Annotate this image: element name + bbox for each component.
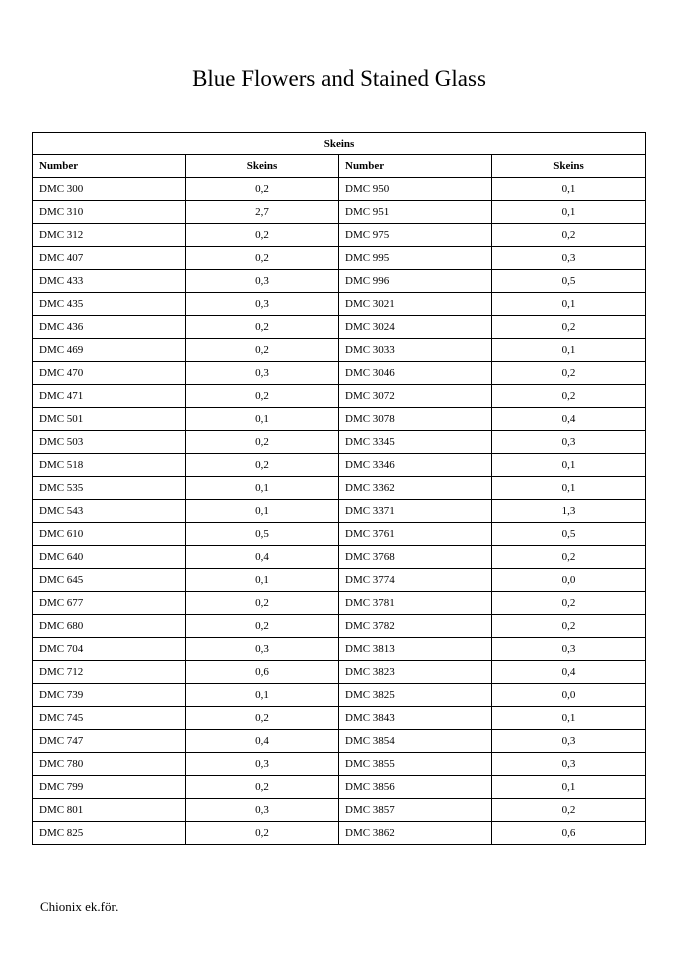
skein-amount-cell: 1,3 bbox=[492, 500, 646, 523]
skein-amount-cell: 0,2 bbox=[492, 592, 646, 615]
skein-amount-cell: 0,2 bbox=[186, 385, 339, 408]
skein-amount-cell: 0,2 bbox=[186, 247, 339, 270]
skein-amount-cell: 0,2 bbox=[186, 316, 339, 339]
thread-number-cell: DMC 799 bbox=[33, 776, 186, 799]
table-row bbox=[33, 385, 646, 408]
skein-amount-cell: 0,2 bbox=[492, 385, 646, 408]
thread-number-cell: DMC 3843 bbox=[339, 707, 492, 730]
thread-number-cell: DMC 300 bbox=[33, 178, 186, 201]
table-row bbox=[33, 799, 646, 822]
skein-amount-cell: 0,2 bbox=[492, 224, 646, 247]
thread-number-cell: DMC 995 bbox=[339, 247, 492, 270]
skein-amount-cell: 0,4 bbox=[186, 730, 339, 753]
skein-amount-cell: 0,4 bbox=[492, 408, 646, 431]
skein-amount-cell: 0,0 bbox=[492, 569, 646, 592]
thread-number-cell: DMC 610 bbox=[33, 523, 186, 546]
table-row bbox=[33, 638, 646, 661]
skein-amount-cell: 0,3 bbox=[186, 362, 339, 385]
thread-number-cell: DMC 704 bbox=[33, 638, 186, 661]
table-header-row bbox=[33, 155, 646, 178]
table-row bbox=[33, 707, 646, 730]
table-row bbox=[33, 247, 646, 270]
thread-number-cell: DMC 503 bbox=[33, 431, 186, 454]
thread-number-cell: DMC 407 bbox=[33, 247, 186, 270]
table-row bbox=[33, 730, 646, 753]
skein-amount-cell: 0,3 bbox=[186, 753, 339, 776]
skein-amount-cell: 0,2 bbox=[186, 822, 339, 845]
thread-number-cell: DMC 469 bbox=[33, 339, 186, 362]
thread-number-cell: DMC 3021 bbox=[339, 293, 492, 316]
skein-amount-cell: 0,3 bbox=[492, 247, 646, 270]
skein-amount-cell: 0,5 bbox=[186, 523, 339, 546]
thread-number-cell: DMC 433 bbox=[33, 270, 186, 293]
skein-amount-cell: 0,1 bbox=[492, 339, 646, 362]
table-row bbox=[33, 477, 646, 500]
thread-number-cell: DMC 3072 bbox=[339, 385, 492, 408]
table-row bbox=[33, 569, 646, 592]
thread-number-cell: DMC 3046 bbox=[339, 362, 492, 385]
thread-number-cell: DMC 712 bbox=[33, 661, 186, 684]
publisher-footer: Chionix ek.för. bbox=[40, 899, 119, 914]
skein-amount-cell: 0,1 bbox=[492, 477, 646, 500]
column-header-skeins: Skeins bbox=[492, 155, 646, 178]
table-row bbox=[33, 454, 646, 477]
column-header-number: Number bbox=[339, 155, 492, 178]
thread-number-cell: DMC 3033 bbox=[339, 339, 492, 362]
thread-number-cell: DMC 825 bbox=[33, 822, 186, 845]
skein-amount-cell: 0,2 bbox=[492, 546, 646, 569]
skein-amount-cell: 0,3 bbox=[492, 730, 646, 753]
skein-amount-cell: 0,2 bbox=[186, 454, 339, 477]
skein-amount-cell: 0,2 bbox=[186, 592, 339, 615]
thread-number-cell: DMC 996 bbox=[339, 270, 492, 293]
skein-amount-cell: 0,2 bbox=[492, 799, 646, 822]
thread-number-cell: DMC 3371 bbox=[339, 500, 492, 523]
skein-amount-cell: 0,1 bbox=[186, 500, 339, 523]
skein-amount-cell: 0,1 bbox=[492, 293, 646, 316]
column-header-skeins: Skeins bbox=[186, 155, 339, 178]
thread-number-cell: DMC 640 bbox=[33, 546, 186, 569]
skein-amount-cell: 0,2 bbox=[186, 178, 339, 201]
table-row bbox=[33, 178, 646, 201]
thread-number-cell: DMC 3856 bbox=[339, 776, 492, 799]
thread-number-cell: DMC 543 bbox=[33, 500, 186, 523]
table-caption-row bbox=[33, 133, 646, 155]
skein-amount-cell: 0,1 bbox=[186, 477, 339, 500]
thread-number-cell: DMC 950 bbox=[339, 178, 492, 201]
thread-number-cell: DMC 3854 bbox=[339, 730, 492, 753]
skein-amount-cell: 0,0 bbox=[492, 684, 646, 707]
thread-number-cell: DMC 3825 bbox=[339, 684, 492, 707]
skein-amount-cell: 0,2 bbox=[186, 224, 339, 247]
skein-amount-cell: 0,2 bbox=[492, 615, 646, 638]
thread-number-cell: DMC 310 bbox=[33, 201, 186, 224]
table-row bbox=[33, 753, 646, 776]
table-row bbox=[33, 201, 646, 224]
thread-number-cell: DMC 518 bbox=[33, 454, 186, 477]
thread-number-cell: DMC 471 bbox=[33, 385, 186, 408]
skein-amount-cell: 0,3 bbox=[186, 799, 339, 822]
table-row bbox=[33, 500, 646, 523]
thread-number-cell: DMC 3024 bbox=[339, 316, 492, 339]
thread-number-cell: DMC 3774 bbox=[339, 569, 492, 592]
thread-number-cell: DMC 747 bbox=[33, 730, 186, 753]
skeins-table bbox=[32, 132, 646, 845]
skein-amount-cell: 0,2 bbox=[186, 707, 339, 730]
table-row bbox=[33, 408, 646, 431]
thread-number-cell: DMC 3855 bbox=[339, 753, 492, 776]
thread-number-cell: DMC 501 bbox=[33, 408, 186, 431]
skein-amount-cell: 0,2 bbox=[186, 615, 339, 638]
skein-amount-cell: 0,2 bbox=[492, 316, 646, 339]
skein-amount-cell: 0,1 bbox=[492, 776, 646, 799]
table-row bbox=[33, 776, 646, 799]
thread-number-cell: DMC 677 bbox=[33, 592, 186, 615]
skein-amount-cell: 0,3 bbox=[186, 293, 339, 316]
thread-number-cell: DMC 3857 bbox=[339, 799, 492, 822]
skein-amount-cell: 0,1 bbox=[492, 707, 646, 730]
thread-number-cell: DMC 801 bbox=[33, 799, 186, 822]
table-row bbox=[33, 316, 646, 339]
skein-amount-cell: 0,2 bbox=[186, 339, 339, 362]
skein-amount-cell: 0,1 bbox=[492, 454, 646, 477]
page-title: Blue Flowers and Stained Glass bbox=[192, 66, 486, 91]
thread-number-cell: DMC 975 bbox=[339, 224, 492, 247]
skein-amount-cell: 0,1 bbox=[186, 684, 339, 707]
thread-number-cell: DMC 951 bbox=[339, 201, 492, 224]
thread-number-cell: DMC 3782 bbox=[339, 615, 492, 638]
thread-number-cell: DMC 3862 bbox=[339, 822, 492, 845]
table-row bbox=[33, 224, 646, 247]
table-row bbox=[33, 523, 646, 546]
thread-number-cell: DMC 645 bbox=[33, 569, 186, 592]
skein-amount-cell: 0,4 bbox=[186, 546, 339, 569]
thread-number-cell: DMC 3345 bbox=[339, 431, 492, 454]
table-row bbox=[33, 822, 646, 845]
table-row bbox=[33, 592, 646, 615]
skein-amount-cell: 0,1 bbox=[186, 408, 339, 431]
thread-number-cell: DMC 3813 bbox=[339, 638, 492, 661]
thread-number-cell: DMC 745 bbox=[33, 707, 186, 730]
skein-amount-cell: 0,3 bbox=[492, 431, 646, 454]
table-row bbox=[33, 270, 646, 293]
table-row bbox=[33, 339, 646, 362]
thread-number-cell: DMC 739 bbox=[33, 684, 186, 707]
skein-amount-cell: 0,2 bbox=[492, 362, 646, 385]
skein-amount-cell: 0,3 bbox=[186, 270, 339, 293]
skein-amount-cell: 0,4 bbox=[492, 661, 646, 684]
skein-amount-cell: 0,3 bbox=[492, 753, 646, 776]
thread-number-cell: DMC 312 bbox=[33, 224, 186, 247]
table-row bbox=[33, 293, 646, 316]
skein-amount-cell: 0,1 bbox=[492, 201, 646, 224]
thread-number-cell: DMC 3823 bbox=[339, 661, 492, 684]
skein-amount-cell: 0,2 bbox=[186, 776, 339, 799]
thread-number-cell: DMC 3768 bbox=[339, 546, 492, 569]
thread-number-cell: DMC 3781 bbox=[339, 592, 492, 615]
skein-amount-cell: 0,3 bbox=[186, 638, 339, 661]
skein-amount-cell: 0,1 bbox=[186, 569, 339, 592]
thread-number-cell: DMC 3761 bbox=[339, 523, 492, 546]
skein-amount-cell: 0,5 bbox=[492, 523, 646, 546]
skein-amount-cell: 0,5 bbox=[492, 270, 646, 293]
thread-number-cell: DMC 780 bbox=[33, 753, 186, 776]
table-row bbox=[33, 661, 646, 684]
skein-amount-cell: 0,6 bbox=[492, 822, 646, 845]
thread-number-cell: DMC 3362 bbox=[339, 477, 492, 500]
table-row bbox=[33, 684, 646, 707]
table-row bbox=[33, 546, 646, 569]
table-row bbox=[33, 431, 646, 454]
skein-amount-cell: 0,2 bbox=[186, 431, 339, 454]
skein-amount-cell: 2,7 bbox=[186, 201, 339, 224]
table-row bbox=[33, 362, 646, 385]
thread-number-cell: DMC 535 bbox=[33, 477, 186, 500]
thread-number-cell: DMC 3078 bbox=[339, 408, 492, 431]
column-header-number: Number bbox=[33, 155, 186, 178]
thread-number-cell: DMC 435 bbox=[33, 293, 186, 316]
table-row bbox=[33, 615, 646, 638]
thread-number-cell: DMC 3346 bbox=[339, 454, 492, 477]
thread-number-cell: DMC 680 bbox=[33, 615, 186, 638]
thread-number-cell: DMC 436 bbox=[33, 316, 186, 339]
table-caption: Skeins bbox=[33, 133, 646, 155]
table-body bbox=[33, 178, 646, 845]
skein-amount-cell: 0,1 bbox=[492, 178, 646, 201]
thread-number-cell: DMC 470 bbox=[33, 362, 186, 385]
skein-amount-cell: 0,6 bbox=[186, 661, 339, 684]
skein-amount-cell: 0,3 bbox=[492, 638, 646, 661]
